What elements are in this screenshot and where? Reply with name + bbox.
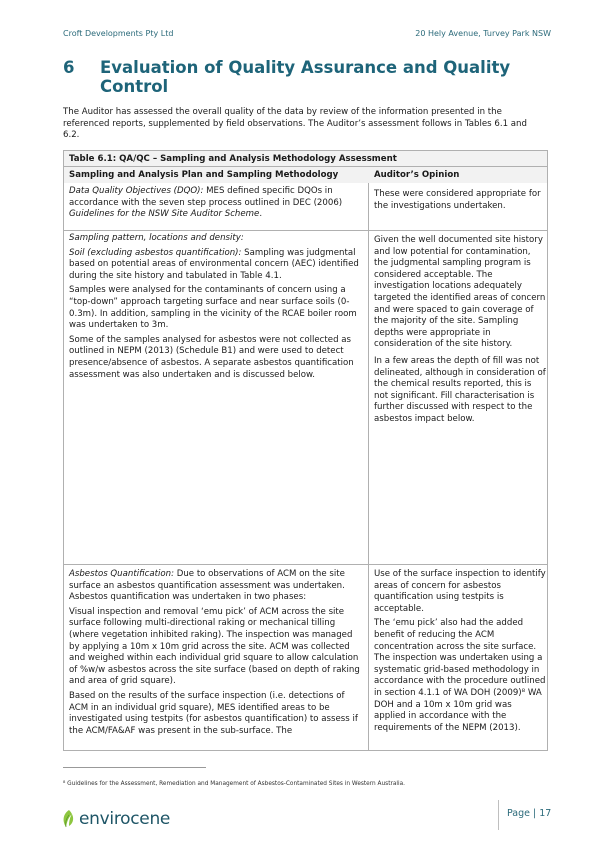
qaqc-table xyxy=(63,150,548,751)
table-row-3-left xyxy=(69,569,363,740)
footnote: ⁸ Guidelines for the Assessment, Remediation and Management of Asbestos-Contaminated Sites in Western Australia. xyxy=(63,781,406,787)
asbestos-text: Due to observations of ACM on the site surface an asbestos quantification assessment was undertaken. Asbestos quantification was undertaken in two phases: xyxy=(69,569,345,603)
intro-paragraph: The Auditor has assessed the overall quality of the data by review of the information presented in the referenced reports, supplemented by field observations. The Auditor’s assessment follows in Tables 6.1 and 6.2. xyxy=(63,107,527,141)
table-row-1-left xyxy=(69,186,363,224)
sampling-paragraph-3: Some of the samples analysed for asbestos were not collected as outlined in NEPM (2013) (Schedule B1) and were used to detect presence/absence of asbestos. A separate asbestos quantification assessment was also undertaken and is discussed below. xyxy=(69,334,354,380)
running-header xyxy=(63,29,551,41)
table-row-3-right xyxy=(374,569,546,737)
table-row-2-left xyxy=(69,233,363,384)
asbestos-label: Asbestos Quantification: xyxy=(69,569,174,579)
sampling-heading: Sampling pattern, locations and density: xyxy=(69,233,244,243)
row-divider-2 xyxy=(64,564,547,565)
dqo-label: Data Quality Objectives (DQO): xyxy=(69,186,204,196)
sampling-paragraph-2: Samples were analysed for the contaminants of concern using a “top-down” approach targeting surface and near surface soils (0-0.3m). In addition, sampling in the vicinity of the RCAE boiler room was undertaken to 3m. xyxy=(69,285,357,331)
section-number: 6 xyxy=(63,58,75,77)
logo-wordmark: envirocene xyxy=(79,809,171,829)
soil-text: Sampling was judgmental based on potential areas of environmental concern (AEC) identified during the site history and tabulated in Table 4.1. xyxy=(69,247,359,281)
page-number-divider xyxy=(498,800,499,830)
column-header-opinion: Auditor’s Opinion xyxy=(374,170,460,180)
footnote-divider xyxy=(63,767,206,768)
leaf-logo-icon xyxy=(60,809,78,829)
column-header-methodology: Sampling and Analysis Plan and Sampling Methodology xyxy=(69,170,339,180)
header-address: 20 Hely Avenue, Turvey Park NSW xyxy=(415,29,551,38)
table-column-headers xyxy=(64,167,547,183)
section-title: Evaluation of Quality Assurance and Quality Control xyxy=(100,58,511,96)
asbestos-paragraph-2: Visual inspection and removal ‘emu pick’ of ACM across the site surface following multi-directional raking or mechanical tilling (where vegetation inhibited raking). The inspection was managed by applying a 10m x 10m grid across the site. ACM was collected and weighed within each individual grid square to allow calculation of %w/w asbestos across the site surface (based on depth of raking and area of grid square). xyxy=(69,606,360,687)
sampling-opinion-1: Given the well documented site history and low potential for contamination, the judgmental sampling program is considered acceptable. The investigation locations adequately targeted the identified areas of concern and were spaced to gain coverage of the majority of the site. Sampling depths were appropriate in consideration of the site history. xyxy=(374,235,546,350)
dqo-opinion: These were considered appropriate for the investigations undertaken. xyxy=(374,189,541,211)
column-divider xyxy=(368,183,369,750)
soil-label: Soil (excluding asbestos quantification): xyxy=(69,247,242,258)
header-company: Croft Developments Pty Ltd xyxy=(63,29,174,38)
sampling-opinion-2: In a few areas the depth of fill was not delineated, although in consideration of the chemical results reported, this is not significant. Fill characterisation is further discussed with respect to the asbestos impact below. xyxy=(374,355,546,424)
table-caption: Table 6.1: QA/QC – Sampling and Analysis Methodology Assessment xyxy=(64,151,547,167)
asbestos-opinion-2: The ‘emu pick’ also had the added benefit of reducing the ACM concentration across the site surface. The inspection was undertaken using a systematic grid-based methodology in accordance with the procedure outlined in section 4.1.1 of WA DOH (2009)⁸ WA DOH and a 10m x 10m grid was applied in accordance with the requirements of the NEPM (2013). xyxy=(374,618,546,733)
dqo-end: . xyxy=(259,209,263,220)
page-number: Page | 17 xyxy=(507,808,552,819)
table-row-1-right xyxy=(374,189,546,215)
dqo-reference: Guidelines for the NSW Site Auditor Scheme xyxy=(69,209,260,220)
asbestos-paragraph-3: Based on the results of the surface inspection (i.e. detections of ACM in an individual grid square), MES identified areas to be investigated using testpits (for asbestos quantification) to assess if the ACM/FA&AF was present in the sub-surface. The xyxy=(69,690,358,736)
row-divider-1 xyxy=(64,230,547,231)
table-row-2-right xyxy=(374,235,546,429)
asbestos-opinion-1: Use of the surface inspection to identify areas of concern for asbestos quantification using testpits is acceptable. xyxy=(374,569,546,614)
dqo-text: MES defined specific DQOs in accordance with the seven step process outlined in DEC (2006) xyxy=(69,186,343,208)
